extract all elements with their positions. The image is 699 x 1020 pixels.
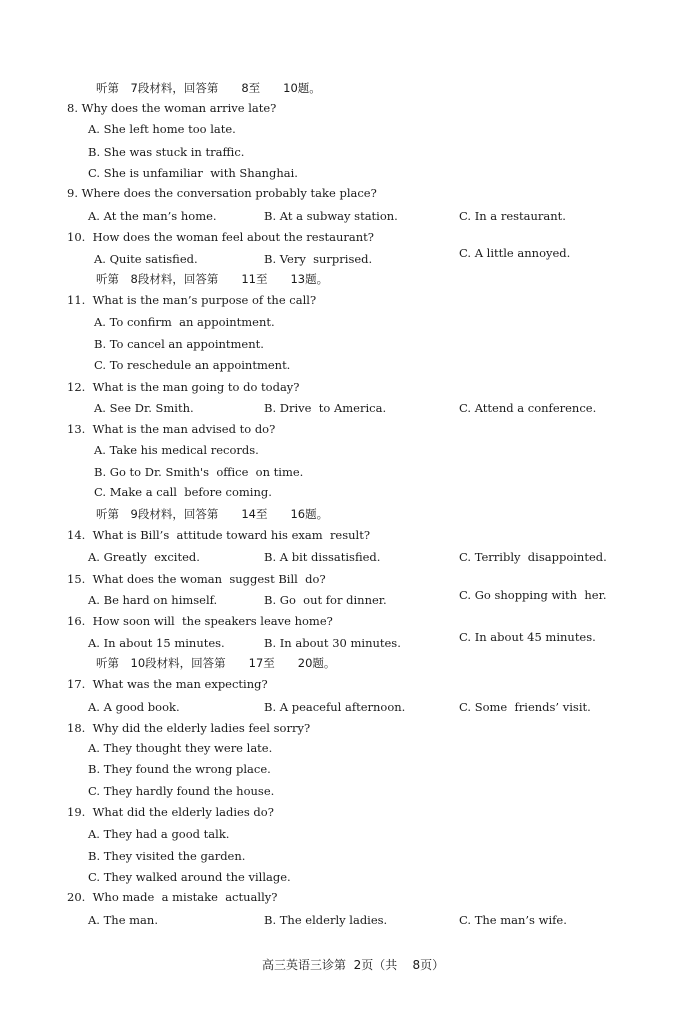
option-c: C. She is unfamiliar with Shanghai. <box>88 166 298 180</box>
option-b: B. At a subway station. <box>264 209 398 223</box>
question-stem: 17. What was the man expecting? <box>67 677 268 691</box>
option-a: A. Take his medical records. <box>94 443 259 457</box>
option-b: B. They found the wrong place. <box>88 762 271 776</box>
section-header: 听第 8段材料，回答第 11至 13题。 <box>96 272 329 286</box>
option-c: C. A little annoyed. <box>459 246 571 260</box>
option-a: A. They had a good talk. <box>88 827 230 841</box>
option-a: A. Greatly excited. <box>88 550 200 564</box>
option-b: B. Go to Dr. Smith's office on time. <box>94 465 304 479</box>
option-c: C. The man’s wife. <box>459 913 567 927</box>
option-b: B. Very surprised. <box>264 252 373 266</box>
option-b: B. The elderly ladies. <box>264 913 388 927</box>
question-stem: 16. How soon will the speakers leave home? <box>67 614 333 628</box>
question-stem: 10. How does the woman feel about the restaurant? <box>67 230 374 244</box>
option-c: C. To reschedule an appointment. <box>94 358 291 372</box>
option-c: C. In a restaurant. <box>459 209 566 223</box>
option-b: B. A peaceful afternoon. <box>264 700 406 714</box>
option-a: A. To confirm an appointment. <box>94 315 275 329</box>
question-stem: 8. Why does the woman arrive late? <box>67 101 277 115</box>
option-a: A. Be hard on himself. <box>88 593 218 607</box>
option-b: B. Go out for dinner. <box>264 593 387 607</box>
question-stem: 20. Who made a mistake actually? <box>67 890 278 904</box>
option-b: B. She was stuck in traffic. <box>88 145 245 159</box>
option-c: C. They hardly found the house. <box>88 784 275 798</box>
question-stem: 9. Where does the conversation probably take place? <box>67 186 377 200</box>
option-a: A. They thought they were late. <box>88 741 273 755</box>
option-b: B. To cancel an appointment. <box>94 337 264 351</box>
option-b: B. Drive to America. <box>264 401 387 415</box>
option-c: C. Make a call before coming. <box>94 485 272 499</box>
section-header: 听第 7段材料，回答第 8至 10题。 <box>96 81 321 95</box>
option-b: B. A bit dissatisfied. <box>264 550 381 564</box>
option-a: A. Quite satisfied. <box>94 252 198 266</box>
option-c: C. Terribly disappointed. <box>459 550 607 564</box>
option-a: A. At the man’s home. <box>88 209 217 223</box>
option-c: C. Go shopping with her. <box>459 588 607 602</box>
option-a: A. See Dr. Smith. <box>94 401 194 415</box>
option-b: B. In about 30 minutes. <box>264 636 401 650</box>
option-a: A. A good book. <box>88 700 180 714</box>
question-stem: 14. What is Bill’s attitude toward his exam result? <box>67 528 371 542</box>
question-stem: 15. What does the woman suggest Bill do? <box>67 572 326 586</box>
page-footer: 高三英语三诊第 2页（共 8页） <box>262 958 445 972</box>
option-b: B. They visited the garden. <box>88 849 246 863</box>
option-c: C. Attend a conference. <box>459 401 597 415</box>
option-a: A. The man. <box>88 913 158 927</box>
option-c: C. They walked around the village. <box>88 870 291 884</box>
question-stem: 18. Why did the elderly ladies feel sorry? <box>67 721 311 735</box>
option-c: C. Some friends’ visit. <box>459 700 591 714</box>
question-stem: 11. What is the man’s purpose of the call? <box>67 293 317 307</box>
option-a: A. She left home too late. <box>88 122 236 136</box>
section-header: 听第 9段材料，回答第 14至 16题。 <box>96 507 329 521</box>
section-header: 听第 10段材料，回答第 17至 20题。 <box>96 656 336 670</box>
option-c: C. In about 45 minutes. <box>459 630 596 644</box>
question-stem: 12. What is the man going to do today? <box>67 380 300 394</box>
question-stem: 19. What did the elderly ladies do? <box>67 805 274 819</box>
question-stem: 13. What is the man advised to do? <box>67 422 276 436</box>
option-a: A. In about 15 minutes. <box>88 636 225 650</box>
